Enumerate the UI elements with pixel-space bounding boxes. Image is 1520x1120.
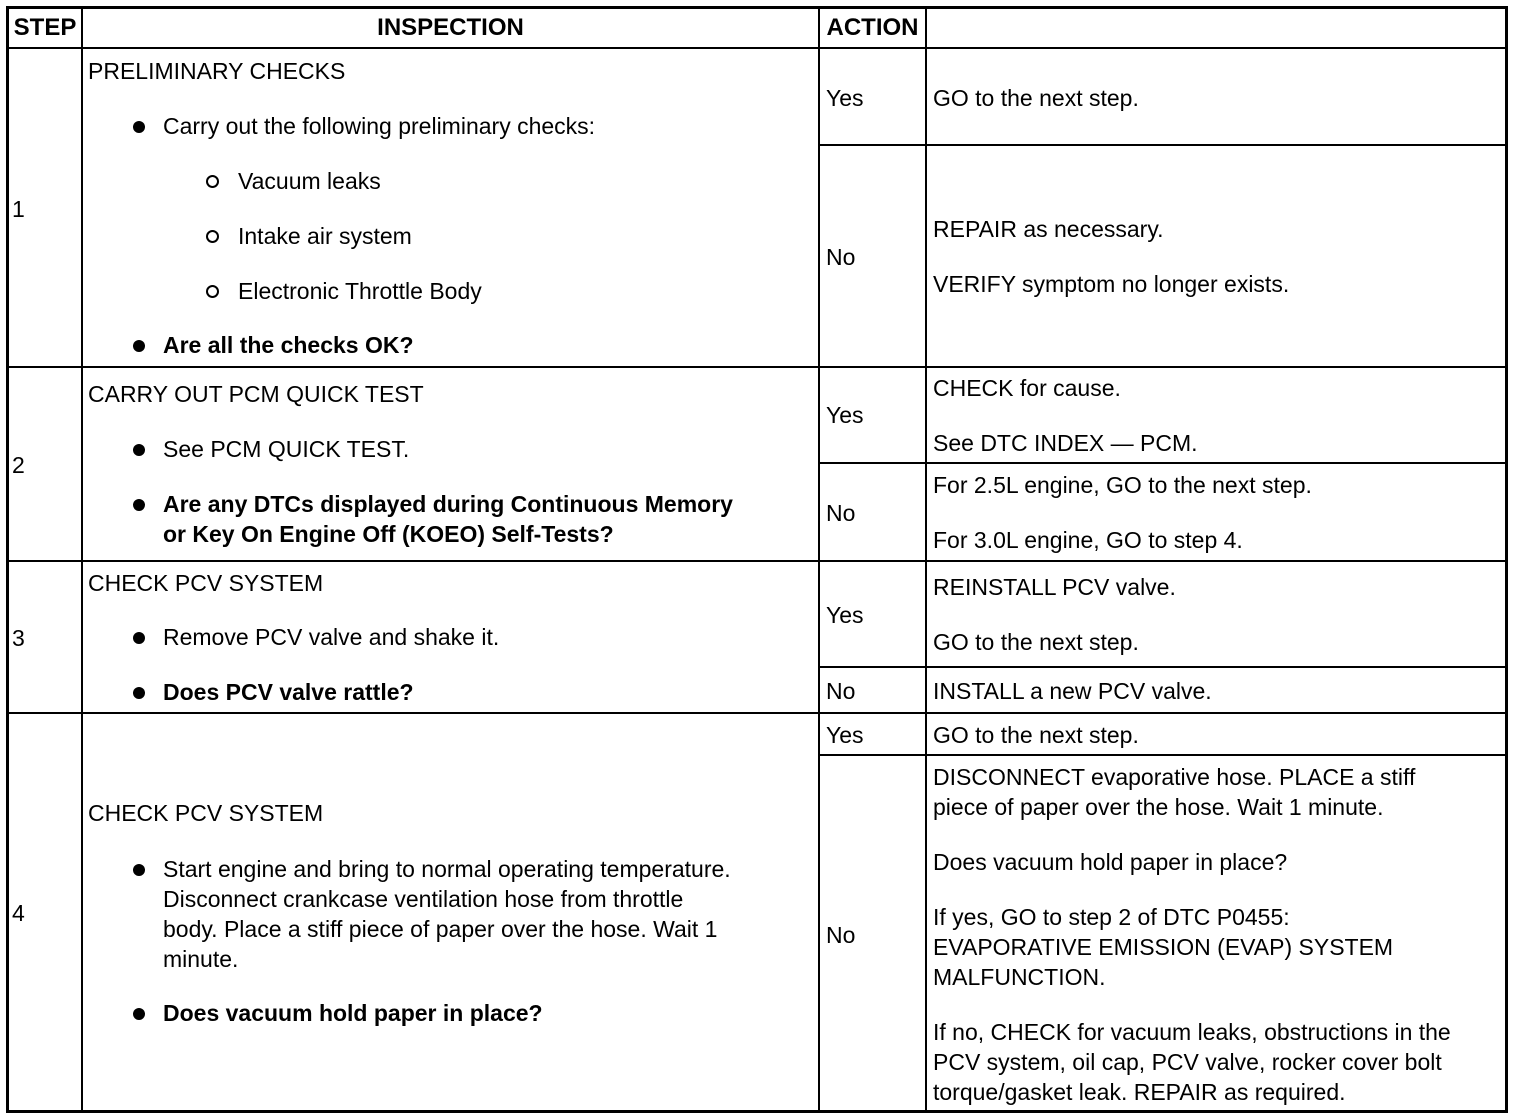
step-question: Are any DTCs displayed during Continuous Memory — [163, 491, 733, 517]
step-number: 3 — [12, 625, 25, 651]
no-result: If yes, GO to step 2 of DTC P0455: — [933, 904, 1290, 930]
sub-check-item: Electronic Throttle Body — [238, 278, 482, 304]
no-result: PCV system, oil cap, PCV valve, rocker cover bolt — [933, 1049, 1442, 1075]
no-label: No — [826, 500, 856, 526]
no-result: piece of paper over the hose. Wait 1 minute. — [933, 794, 1384, 820]
yes-result: GO to the next step. — [933, 85, 1139, 111]
sub-check-item: Vacuum leaks — [238, 168, 381, 194]
subrow-divider — [819, 462, 1507, 464]
no-result: INSTALL a new PCV valve. — [933, 678, 1212, 704]
step-number: 4 — [12, 900, 25, 926]
header-action: ACTION — [826, 14, 919, 41]
step-title: PRELIMINARY CHECKS — [88, 58, 346, 84]
no-label: No — [826, 922, 856, 948]
yes-result: GO to the next step. — [933, 722, 1139, 748]
step-instruction: minute. — [163, 946, 239, 972]
step-question: Does vacuum hold paper in place? — [163, 1000, 543, 1026]
bullet-icon — [133, 632, 145, 644]
bullet-icon — [133, 1008, 145, 1020]
no-result: If no, CHECK for vacuum leaks, obstructions in the — [933, 1019, 1451, 1045]
no-result: EVAPORATIVE EMISSION (EVAP) SYSTEM — [933, 934, 1394, 960]
sub-bullet-icon — [206, 230, 219, 243]
step-title: CHECK PCV SYSTEM — [88, 800, 324, 826]
no-result: torque/gasket leak. REPAIR as required. — [933, 1079, 1346, 1105]
no-result: REPAIR as necessary. — [933, 216, 1164, 242]
step-number: 2 — [12, 452, 25, 478]
no-result: For 2.5L engine, GO to the next step. — [933, 472, 1312, 498]
step-instruction: See PCM QUICK TEST. — [163, 436, 410, 462]
step-question: Are all the checks OK? — [163, 332, 414, 358]
yes-result: GO to the next step. — [933, 629, 1139, 655]
no-label: No — [826, 244, 856, 270]
no-result: For 3.0L engine, GO to step 4. — [933, 527, 1243, 553]
no-result: MALFUNCTION. — [933, 964, 1106, 990]
sub-bullet-icon — [206, 175, 219, 188]
yes-result: CHECK for cause. — [933, 375, 1121, 401]
header-divider — [7, 47, 1507, 49]
sub-bullet-icon — [206, 285, 219, 298]
subrow-divider — [819, 666, 1507, 668]
step-instruction: Start engine and bring to normal operating temperature. — [163, 856, 731, 882]
step-number: 1 — [12, 196, 25, 222]
row-divider — [7, 366, 1507, 368]
sub-check-item: Intake air system — [238, 223, 412, 249]
bullet-icon — [133, 444, 145, 456]
step-instruction: Remove PCV valve and shake it. — [163, 624, 500, 650]
step-question: Does PCV valve rattle? — [163, 679, 414, 705]
yes-label: Yes — [826, 85, 864, 111]
no-result: Does vacuum hold paper in place? — [933, 849, 1288, 875]
step-title: CARRY OUT PCM QUICK TEST — [88, 381, 424, 407]
row-divider — [7, 560, 1507, 562]
no-result: VERIFY symptom no longer exists. — [933, 271, 1290, 297]
step-title: CHECK PCV SYSTEM — [88, 570, 324, 596]
no-result: DISCONNECT evaporative hose. PLACE a stiff — [933, 764, 1416, 790]
bullet-icon — [133, 121, 145, 133]
bullet-icon — [133, 499, 145, 511]
no-label: No — [826, 678, 856, 704]
subrow-divider — [819, 754, 1507, 756]
header-inspection: INSPECTION — [377, 14, 524, 41]
bullet-icon — [133, 864, 145, 876]
step-instruction: body. Place a stiff piece of paper over the hose. Wait 1 — [163, 916, 718, 942]
yes-label: Yes — [826, 602, 864, 628]
header-step: STEP — [13, 14, 77, 41]
step-question: or Key On Engine Off (KOEO) Self-Tests? — [163, 521, 614, 547]
bullet-icon — [133, 340, 145, 352]
yes-result: REINSTALL PCV valve. — [933, 574, 1176, 600]
subrow-divider — [819, 144, 1507, 146]
step-instruction: Disconnect crankcase ventilation hose from throttle — [163, 886, 684, 912]
yes-result: See DTC INDEX — PCM. — [933, 430, 1198, 456]
row-divider — [7, 712, 1507, 714]
bullet-icon — [133, 687, 145, 699]
yes-label: Yes — [826, 402, 864, 428]
step-instruction: Carry out the following preliminary checks: — [163, 113, 596, 139]
yes-label: Yes — [826, 722, 864, 748]
